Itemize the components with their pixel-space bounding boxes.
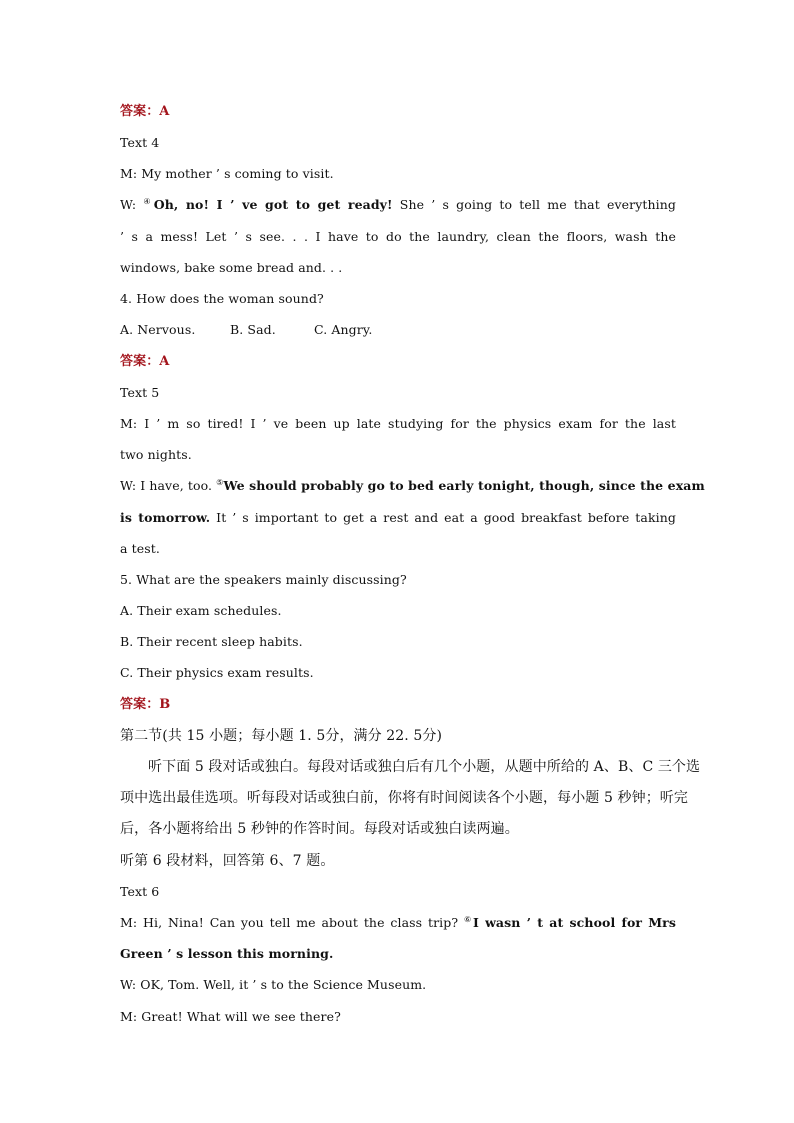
- speaker-prefix: W:: [120, 197, 144, 212]
- text-6-heading: Text 6: [120, 884, 160, 899]
- option-c: C. Angry.: [314, 322, 373, 337]
- key-sentence-5-part-1: We should probably go to bed early tonight, though, since the exam: [223, 478, 705, 493]
- text-6-man-prefix: M: Hi, Nina! Can you tell me about the class trip?: [120, 915, 464, 930]
- question-4: 4. How does the woman sound?: [120, 291, 324, 306]
- answer-5: 答案：B: [120, 697, 171, 712]
- instructions-line-1: 听下面 5 段对话或独白。每段对话或独白后有几个小题，从题中所给的 A、B、C 三个选: [148, 759, 701, 775]
- instructions-line-2: 项中选出最佳选项。听每段对话或独白前，你将有时间阅读各个小题，每小题 5 秒钟；听完: [120, 790, 689, 806]
- marker-5: ⑤: [216, 477, 224, 487]
- section-2-heading: 第二节(共 15 小题；每小题 1. 5分，满分 22. 5分): [120, 728, 443, 744]
- option-b: B. Sad.: [230, 322, 276, 337]
- text-4-woman-line-3: windows, bake some bread and. . .: [120, 260, 343, 275]
- text-5-woman-rest: It ’ s important to get a rest and eat a good breakfast before taking: [210, 510, 676, 525]
- marker-6: ⑥: [463, 914, 473, 924]
- instructions-line-3: 后，各小题将给出 5 秒钟的作答时间。每段对话或独白读两遍。: [120, 821, 519, 837]
- question-5-option-a: A. Their exam schedules.: [120, 603, 282, 618]
- option-a: A. Nervous.: [120, 322, 196, 337]
- marker-4: ④: [143, 196, 154, 206]
- text-4-woman-line-2: ’ s a mess! Let ’ s see. . . I have to do the laundry, clean the floors, wash the: [120, 229, 676, 244]
- text-6-woman-line: W: OK, Tom. Well, it ’ s to the Science Museum.: [120, 977, 427, 992]
- text-6-man-line-1: [120, 915, 676, 931]
- text-4-man-line: M: My mother ’ s coming to visit.: [120, 166, 334, 181]
- text-5-woman-line-3: a test.: [120, 541, 160, 556]
- question-5-option-b: B. Their recent sleep habits.: [120, 634, 303, 649]
- key-sentence-5-part-2: is tomorrow.: [120, 510, 211, 525]
- key-sentence-6-part-2: Green ’ s lesson this morning.: [120, 946, 334, 961]
- text-5-woman-line-2: [120, 510, 676, 526]
- text-5-heading: Text 5: [120, 385, 160, 400]
- question-5: 5. What are the speakers mainly discussing?: [120, 572, 407, 587]
- text-5-man-line-1: M: I ’ m so tired! I ’ ve been up late studying for the physics exam for the last: [120, 416, 676, 431]
- question-4-options: [120, 322, 676, 338]
- text-5-woman-line-1: [120, 477, 705, 494]
- listen-6-heading: 听第 6 段材料，回答第 6、7 题。: [120, 853, 335, 869]
- question-5-option-c: C. Their physics exam results.: [120, 665, 314, 680]
- text-6-man-line-2: M: Great! What will we see there?: [120, 1009, 341, 1024]
- key-sentence-6-part-1: I wasn ’ t at school for Mrs: [472, 915, 677, 930]
- text-4-woman-line-1: [120, 197, 676, 213]
- key-sentence-4: Oh, no! I ’ ve got to get ready!: [153, 197, 393, 212]
- text-4-heading: Text 4: [120, 135, 160, 150]
- text-5-man-line-2: two nights.: [120, 447, 192, 462]
- answer-4: 答案：A: [120, 354, 170, 369]
- speaker-prefix: W: I have, too.: [120, 478, 217, 493]
- answer-3: 答案：A: [120, 104, 170, 119]
- text-4-woman-rest: She ’ s going to tell me that everything: [392, 197, 677, 212]
